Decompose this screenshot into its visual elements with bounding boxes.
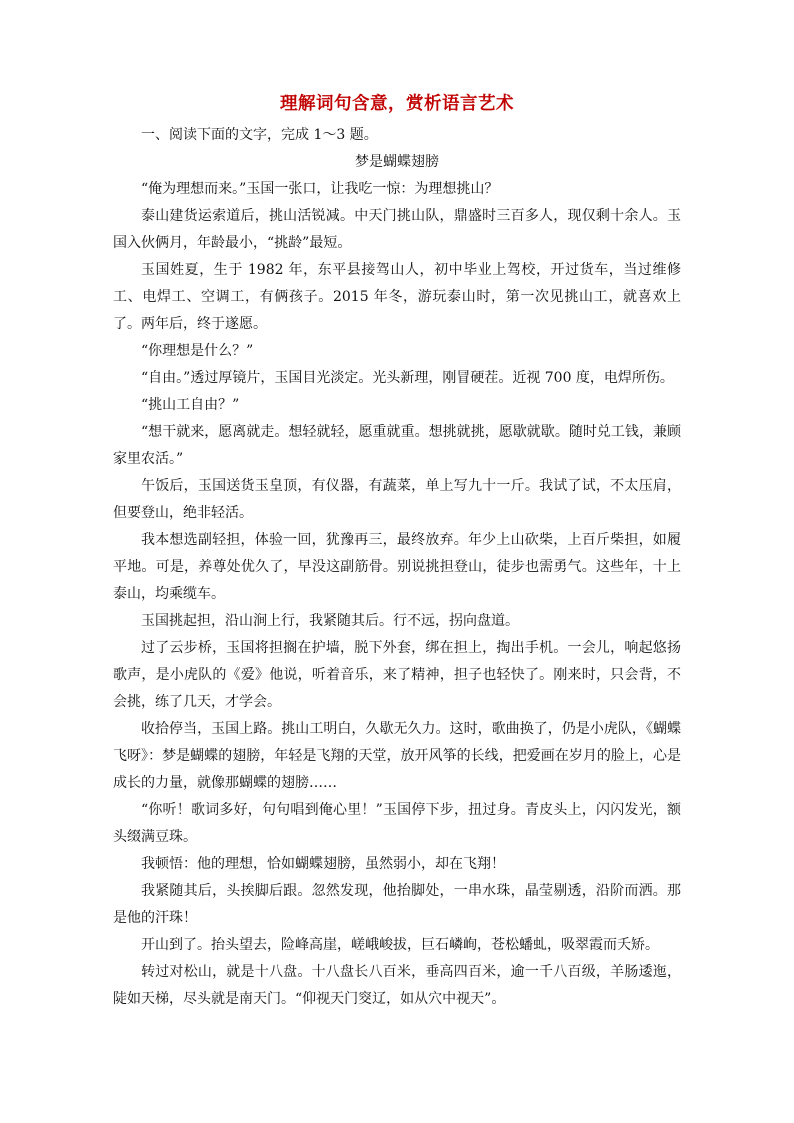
paragraph: 开山到了。抬头望去，险峰高崖，嵯峨峻拔，巨石嶙峋，苍松蟠虬，吸翠霞而夭矫。 bbox=[141, 937, 659, 953]
passage-body bbox=[113, 176, 681, 1013]
paragraph: 我本想选副轻担，体验一回，犹豫再三，最终放弃。年少上山砍柴，上百斤柴担，如履平地。可是，养尊处优久了，早没这副筋骨。别说挑担登山，徒步也需勇气。这些年，十上泰山，均乘缆车。 bbox=[113, 532, 681, 602]
document-page bbox=[113, 90, 681, 1013]
paragraph: “挑山工自由？” bbox=[141, 397, 240, 413]
paragraph: 我顿悟：他的理想，恰如蝴蝶翅膀，虽然弱小，却在飞翔！ bbox=[141, 856, 505, 872]
document-title: 理解词句含意，赏析语言艺术 bbox=[280, 94, 514, 114]
passage-title: 梦是蝴蝶翅膀 bbox=[355, 154, 439, 170]
section-heading: 一、阅读下面的文字，完成 1～3 题。 bbox=[141, 127, 378, 143]
paragraph: 过了云步桥，玉国将担搁在护墙，脱下外套，绑在担上，掏出手机。一会儿，响起悠扬歌声，是小虎队的《爱》他说，听着音乐，来了精神，担子也轻快了。刚来时，只会背，不会挑，练了几天，才学会。 bbox=[113, 640, 681, 710]
paragraph: 泰山建货运索道后，挑山活锐减。中天门挑山队，鼎盛时三百多人，现仅剩十余人。玉国入伙俩月，年龄最小，“挑龄”最短。 bbox=[113, 208, 681, 251]
paragraph: 我紧随其后，头挨脚后跟。忽然发现，他抬脚处，一串水珠，晶莹剔透，沿阶而洒。那是他的汗珠！ bbox=[113, 883, 681, 926]
paragraph: “想干就来，愿离就走。想轻就轻，愿重就重。想挑就挑，愿歇就歇。随时兑工钱，兼顾家里农活。” bbox=[113, 424, 681, 467]
paragraph: 收拾停当，玉国上路。挑山工明白，久歇无久力。这时，歌曲换了，仍是小虎队，《蝴蝶飞呀》：梦是蝴蝶的翅膀，年轻是飞翔的天堂，放开风筝的长线，把爱画在岁月的脸上，心是成长的力量，就像那蝴蝶的翅膀…… bbox=[113, 721, 681, 791]
paragraph: “自由。”透过厚镜片，玉国目光淡定。光头新理，刚冒硬茬。近视 700 度，电焊所伤。 bbox=[141, 370, 674, 386]
paragraph: 午饭后，玉国送货玉皇顶，有仪器，有蔬菜，单上写九十一斤。我试了试，不太压肩，但要登山，绝非轻活。 bbox=[113, 478, 681, 521]
paragraph: “你听！歌词多好，句句唱到俺心里！”玉国停下步，扭过身。青皮头上，闪闪发光，额头缀满豆珠。 bbox=[113, 802, 681, 845]
paragraph: 玉国挑起担，沿山涧上行，我紧随其后。行不远，拐向盘道。 bbox=[141, 613, 519, 629]
paragraph: 转过对松山，就是十八盘。十八盘长八百米，垂高四百米，逾一千八百级，羊肠逶迤，陡如天梯，尽头就是南天门。“仰视天门窔辽，如从穴中视天”。 bbox=[113, 964, 681, 1007]
paragraph: 玉国姓夏，生于 1982 年，东平县接驾山人，初中毕业上驾校，开过货车，当过维修工、电焊工、空调工，有俩孩子。2015 年冬，游玩泰山时，第一次见挑山工，就喜欢上了。两年后，终于遂愿。 bbox=[113, 262, 681, 332]
paragraph: “俺为理想而来。”玉国一张口，让我吃一惊：为理想挑山？ bbox=[141, 181, 499, 197]
paragraph: “你理想是什么？” bbox=[141, 343, 254, 359]
